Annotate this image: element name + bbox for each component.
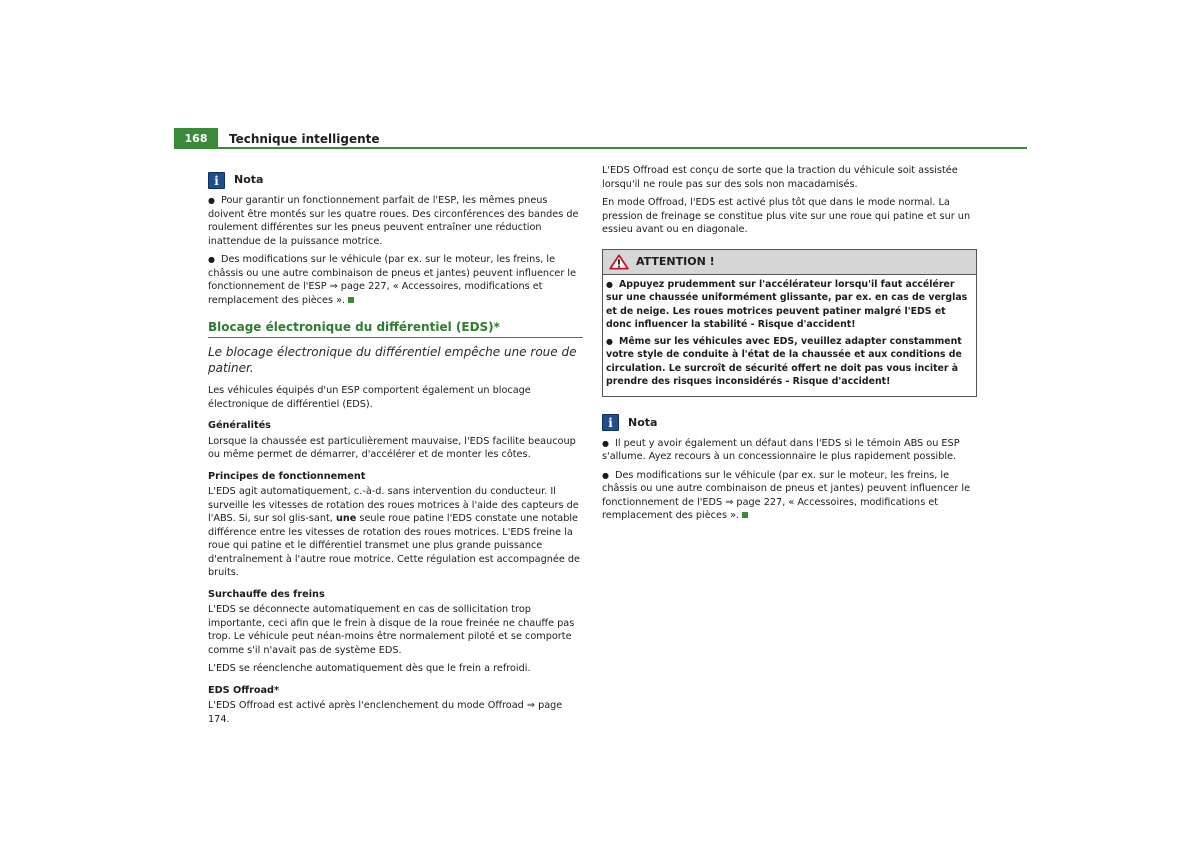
nota-bullet-text: Des modifications sur le véhicule (par ex. sur le moteur, les freins, le châssis ou une autre combinaison de pneus et jantes) peuvent influencer le fonctionnement de l'ESP ⇒ page 227, « Accessoires, modifications et remplacement des pièces ». <box>208 254 577 306</box>
nota-label: Nota <box>628 415 658 429</box>
surchauffe-paragraph: L'EDS se déconnecte automatiquement en cas de sollicitation trop importante, ceci afin que le frein à disque de la roue freinée ne chauffe pas trop. Le véhicule peut néan-moins être normalement piloté et se comporte comme s'il n'avait pas de système EDS. <box>208 604 575 656</box>
bullet-icon: ● <box>606 279 613 289</box>
nota-block-esp <box>208 170 583 307</box>
attention-bullet <box>606 335 972 389</box>
principes-text-part: seule roue patine l'EDS constate une notable différence entre les vitesses de rotation des roues motrices. L'EDS freine la roue qui patine et le différentiel transmet une plus grande puissance d'entraînement à l'autre roue motrice. Cette régulation est accompagnée de bruits. <box>208 513 581 578</box>
attention-box <box>602 249 977 397</box>
section-subtitle: Le blocage électronique du différentiel empêche une roue de patiner. <box>208 345 577 375</box>
section-divider <box>208 337 583 338</box>
attention-label: ATTENTION ! <box>636 254 715 268</box>
nota-bullet <box>208 253 583 307</box>
principes-text-part: L'EDS agit automatiquement, c.-à-d. sans intervention du conducteur. Il surveille les vitesses de rotation des roues motrices à l'aide des capteurs de l'ABS. Si, sur sol glis-sant, <box>208 486 579 524</box>
section-title: Blocage électronique du différentiel (EDS)* <box>208 320 500 334</box>
subheading-generalites: Généralités <box>208 420 271 431</box>
header-divider <box>174 147 1027 149</box>
bullet-icon: ● <box>602 438 609 448</box>
end-of-section-icon <box>348 297 354 303</box>
attention-header <box>603 250 976 275</box>
subheading-principes: Principes de fonctionnement <box>208 470 366 482</box>
principes-emphasis: une <box>335 513 357 524</box>
nota-bullet-text: Des modifications sur le véhicule (par ex. sur le moteur, les freins, le châssis ou une autre combinaison de pneus et jantes) peuvent influencer le fonctionnement de l'EDS ⇒ page 227, « Accessoires, modifications et remplacement des pièces ». <box>602 469 971 521</box>
nota-block-eds <box>602 413 977 523</box>
end-of-section-icon <box>742 512 748 518</box>
nota-bullet <box>602 469 977 523</box>
right-column <box>602 164 977 528</box>
subheading-offroad: EDS Offroad* <box>208 684 280 696</box>
page-number: 168 <box>174 128 218 148</box>
nota-bullet-text: Il peut y avoir également un défaut dans l'EDS si le témoin ABS ou ESP s'allume. Ayez recours à un concessionnaire le plus rapidement possible. <box>602 437 960 462</box>
nota-header <box>208 170 583 190</box>
page-header <box>174 128 1027 148</box>
chapter-title: Technique intelligente <box>229 132 380 146</box>
principes-paragraph <box>208 485 583 580</box>
left-column <box>208 170 583 731</box>
warning-triangle-icon <box>608 254 630 270</box>
bullet-icon: ● <box>602 470 609 480</box>
nota-header <box>602 413 977 433</box>
nota-bullet-text: Pour garantir un fonctionnement parfait de l'ESP, les mêmes pneus doivent être montés sur les quatre roues. Des circonférences des bandes de roulement différentes sur les pneus peuvent entraîner une réduction inattendue de la puissance motrice. <box>208 195 579 247</box>
bullet-icon: ● <box>606 336 613 346</box>
bullet-icon: ● <box>208 196 215 205</box>
nota-label: Nota <box>234 173 264 187</box>
subheading-surchauffe: Surchauffe des freins <box>208 588 325 600</box>
surchauffe-paragraph: L'EDS se réenclenche automatiquement dès que le frein a refroidi. <box>208 663 531 674</box>
nota-bullet <box>208 194 583 248</box>
bullet-icon: ● <box>208 255 215 264</box>
attention-body <box>603 275 976 396</box>
attention-bullet-text: Appuyez prudemment sur l'accélérateur lorsqu'il faut accélérer sur une chaussée uniformément glissante, par ex. en cas de verglas et de neige. Les roues motrices peuvent patiner malgré l'EDS et donc influencer la stabilité - Risque d'accident! <box>606 278 968 330</box>
offroad-mode-paragraph: En mode Offroad, l'EDS est activé plus tôt que dans le mode normal. La pression de freinage se constitue plus vite sur une roue qui patine et sur un essieu avant ou en diagonale. <box>602 197 971 235</box>
offroad-description: L'EDS Offroad est conçu de sorte que la traction du véhicule soit assistée lorsqu'il ne roule pas sur des sols non macadamisés. <box>602 165 958 190</box>
offroad-paragraph: L'EDS Offroad est activé après l'enclenchement du mode Offroad ⇒ page 174. <box>208 700 563 725</box>
intro-paragraph: Les véhicules équipés d'un ESP comportent également un blocage électronique de différentiel (EDS). <box>208 385 531 410</box>
attention-bullet <box>606 278 972 332</box>
info-icon: i <box>602 414 619 431</box>
generalites-paragraph: Lorsque la chaussée est particulièrement mauvaise, l'EDS facilite beaucoup ou même permet de démarrer, d'accélérer et de monter les côtes. <box>208 435 576 460</box>
info-icon: i <box>208 172 225 189</box>
attention-bullet-text: Même sur les véhicules avec EDS, veuillez adapter constamment votre style de conduite à l'état de la chaussée et aux conditions de circulation. Le surcroît de sécurité offert ne doit pas vous inciter à prendre des risques inconsidérés - Risque d'accident! <box>606 335 962 387</box>
nota-bullet <box>602 437 977 464</box>
